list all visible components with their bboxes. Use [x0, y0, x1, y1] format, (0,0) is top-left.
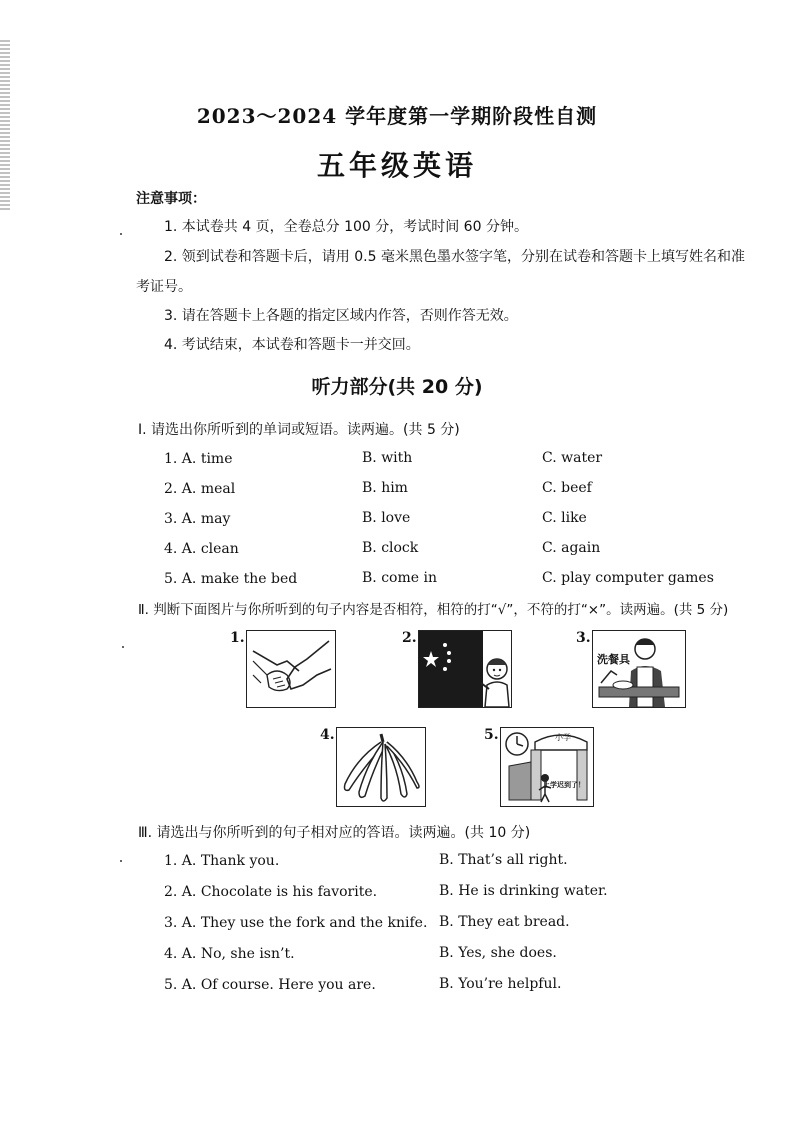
listening-section-title: 听力部分(共 20 分) — [311, 376, 483, 398]
option-a: 3. A. They use the fork and the knife. — [164, 915, 428, 931]
option-b: B. come in — [362, 570, 437, 586]
option-a: 4. A. No, she isn’t. — [164, 946, 295, 962]
option-c: C. play computer games — [542, 570, 714, 586]
notice-item: 2. 领到试卷和答题卡后，请用 0.5 毫米黑色墨水签字笔，分别在试卷和答题卡上填写姓名和准 — [164, 249, 745, 265]
option-a: 1. A. Thank you. — [164, 853, 280, 869]
exam-title: 2023～2024 学年度第一学期阶段性自测 — [196, 104, 598, 128]
notice-item: 4. 考试结束，本试卷和答题卡一并交回。 — [164, 337, 420, 353]
option-b: B. love — [362, 510, 411, 526]
scan-dot — [120, 860, 122, 862]
picture-number: 3. — [576, 630, 591, 646]
part1-heading: Ⅰ. 请选出你所听到的单词或短语。读两遍。(共 5 分) — [138, 422, 460, 438]
subject-title: 五年级英语 — [316, 149, 477, 182]
option-b: B. He is drinking water. — [439, 883, 608, 899]
notice-item: 3. 请在答题卡上各题的指定区域内作答，否则作答无效。 — [164, 308, 518, 324]
scan-dot — [120, 233, 122, 235]
picture-number: 2. — [402, 630, 417, 646]
part2-heading: Ⅱ. 判断下面图片与你所听到的句子内容是否相符，相符的打“√”，不符的打“×”。读两遍。(共 5 分) — [138, 602, 729, 618]
picture-caption: 小学 — [555, 733, 571, 742]
notice-heading: 注意事项： — [136, 191, 206, 207]
option-b: B. They eat bread. — [439, 914, 570, 930]
option-c: C. beef — [542, 480, 592, 496]
part3-heading: Ⅲ. 请选出与你所听到的句子相对应的答语。读两遍。(共 10 分) — [138, 825, 531, 841]
option-b: B. with — [362, 450, 413, 466]
picture-caption: 上学迟到了！ — [543, 781, 585, 789]
scan-dot — [122, 646, 124, 648]
option-c: C. again — [542, 540, 601, 556]
picture-number: 5. — [484, 727, 499, 743]
option-a: 4. A. clean — [164, 541, 239, 557]
option-b: B. him — [362, 480, 408, 496]
option-a: 2. A. Chocolate is his favorite. — [164, 884, 378, 900]
option-a: 2. A. meal — [164, 481, 236, 497]
option-b: B. That’s all right. — [439, 852, 568, 868]
picture-caption: 洗餐具 — [597, 653, 630, 666]
notice-item: 1. 本试卷共 4 页，全卷总分 100 分，考试时间 60 分钟。 — [164, 219, 528, 235]
washing-dishes-icon — [592, 630, 686, 708]
option-b: B. clock — [362, 540, 419, 556]
option-b: B. Yes, she does. — [439, 945, 557, 961]
handshake-icon — [246, 630, 336, 708]
option-c: C. water — [542, 450, 603, 466]
option-c: C. like — [542, 510, 587, 526]
picture-number: 1. — [230, 630, 245, 646]
school-gate-icon — [500, 727, 594, 807]
picture-number: 4. — [320, 727, 335, 743]
option-b: B. You’re helpful. — [439, 976, 562, 992]
option-a: 5. A. Of course. Here you are. — [164, 977, 376, 993]
bananas-icon — [336, 727, 426, 807]
option-a: 3. A. may — [164, 511, 231, 527]
notice-item: 考证号。 — [136, 279, 192, 295]
flag-boy-icon — [418, 630, 512, 708]
option-a: 1. A. time — [164, 451, 233, 467]
option-a: 5. A. make the bed — [164, 571, 298, 587]
